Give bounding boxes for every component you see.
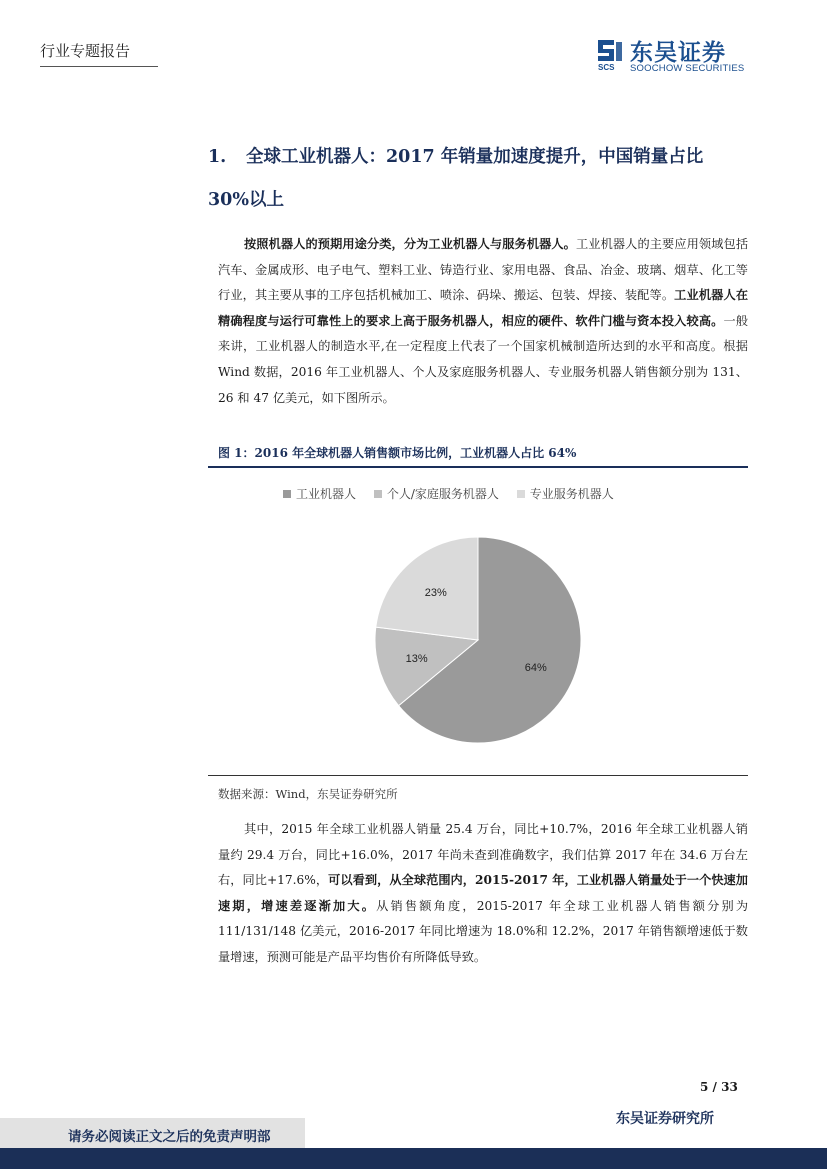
section-title-line2: 30%以上 <box>208 190 284 210</box>
page-number: 5 / 33 <box>700 1080 738 1094</box>
legend-item <box>517 485 614 502</box>
pie-label-industrial: 64% <box>524 662 547 675</box>
section-title-line1: 全球工业机器人：2017 年销量加速度提升，中国销量占比 <box>246 147 704 167</box>
footer-org: 东吴证券研究所 <box>616 1111 714 1127</box>
figure-top-rule <box>208 466 748 468</box>
intro-paragraph <box>218 232 748 411</box>
legend-label-professional: 专业服务机器人 <box>529 487 614 501</box>
logo-mark-text: SCS <box>598 63 615 72</box>
soochow-logo-icon <box>592 36 628 72</box>
bottom-band <box>0 1148 827 1169</box>
para2-sentence2: 可以看到，从全球范围内，2015-2017 年，工业机器人销量处于一个快速加速期，增速差逐渐加大。 <box>218 873 748 913</box>
para1-sentence4: 一般来讲，工业机器人的制造水平,在一定程度上代表了一个国家机械制造所达到的水平和高度。根据 Wind 数据，2016 年工业机器人、个人及家庭服务机器人、专业服务机器人销售额分别为 131、26 和 47 亿美元，如下图所示。 <box>218 313 749 405</box>
legend-swatch <box>283 490 291 498</box>
legend-label-personal: 个人/家庭服务机器人 <box>386 487 499 501</box>
disclaimer-text: 请务必阅读正文之后的免责声明部 <box>68 1129 271 1145</box>
logo-chinese-name: 东吴证券 <box>630 40 726 66</box>
figure-source: 数据来源：Wind，东吴证券研究所 <box>218 787 398 801</box>
para1-sentence3: 工业机器人在精确程度与运行可靠性上的要求上高于服务机器人，相应的硬件、软件门槛与资本投入较高。 <box>218 288 749 328</box>
chart-legend <box>283 485 628 502</box>
pie-chart <box>360 525 600 755</box>
legend-label-industrial: 工业机器人 <box>296 487 357 501</box>
figure-title: 图 1：2016 年全球机器人销售额市场比例，工业机器人占比 64% <box>218 446 577 460</box>
para2-sentence3: 从销售额角度，2015-2017 年全球工业机器人销售额分别为 111/131/148 亿美元，2016-2017 年同比增速为 18.0%和 12.2%，2017 年销售额增速低于数量增速，预测可能是产品平均售价有所降低导致。 <box>218 898 749 964</box>
legend-swatch <box>517 490 525 498</box>
pie-label-professional: 23% <box>424 587 447 600</box>
section-number: 1. <box>208 147 227 167</box>
sales-paragraph <box>218 817 748 971</box>
para2-sentence1: 其中，2015 年全球工业机器人销量 25.4 万台，同比+10.7%，2016 年全球工业机器人销量约 29.4 万台，同比+16.0%，2017 年尚未查到准确数字，我们估算 2017 年在 34.6 万台左右，同比+17.6%， <box>218 822 748 888</box>
legend-swatch <box>374 490 382 498</box>
logo-english-name: SOOCHOW SECURITIES <box>630 63 745 74</box>
section-heading <box>208 143 703 168</box>
report-type-label: 行业专题报告 <box>40 42 131 60</box>
legend-item <box>283 485 356 502</box>
header-underline <box>40 66 158 67</box>
soochow-logo <box>592 36 762 76</box>
figure-bottom-rule <box>208 775 748 776</box>
para1-sentence1: 按照机器人的预期用途分类，分为工业机器人与服务机器人。 <box>244 237 576 251</box>
legend-item <box>374 485 499 502</box>
pie-label-personal: 13% <box>405 652 428 665</box>
para1-sentence2: 工业机器人的主要应用领域包括汽车、金属成形、电子电气、塑料工业、铸造行业、家用电器、食品、冶金、玻璃、烟草、化工等行业，其主要从事的工序包括机械加工、喷涂、码垛、搬运、包装、焊接、装配等。 <box>218 237 749 303</box>
